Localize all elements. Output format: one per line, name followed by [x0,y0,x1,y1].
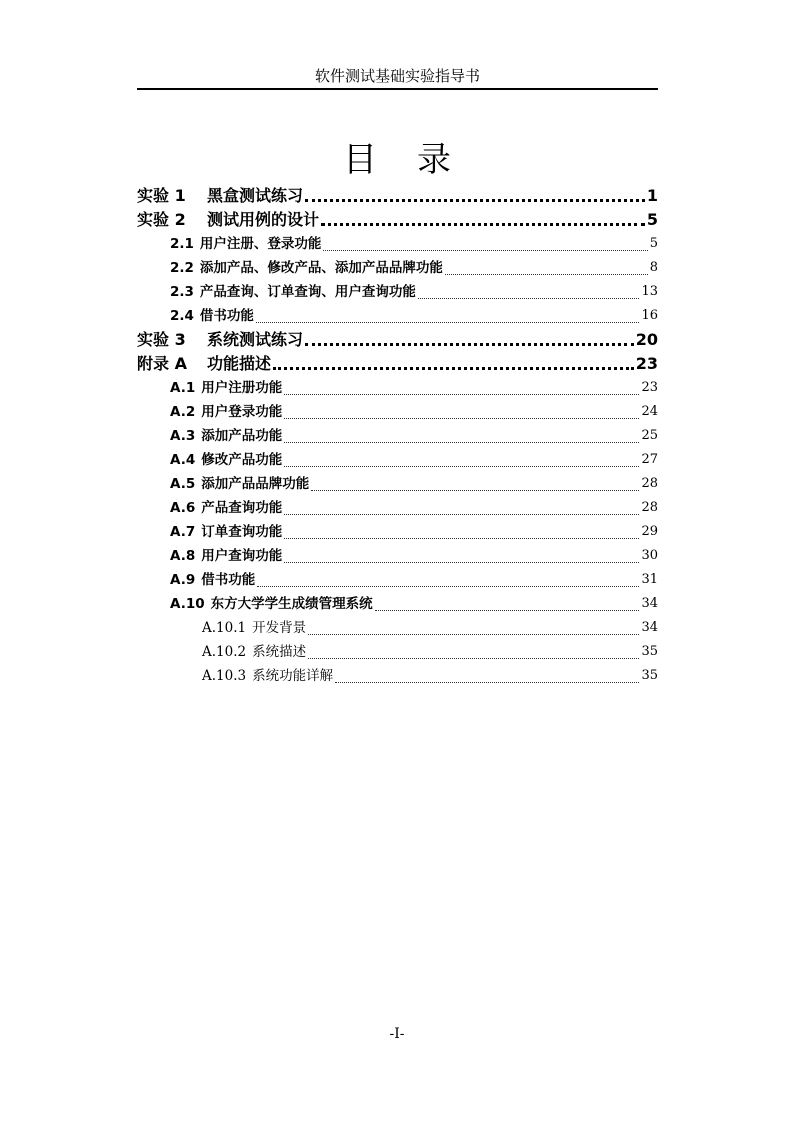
page-number [0,1026,794,1042]
toc-entry-number: 2.3 [170,284,194,300]
toc-entry-label [170,496,282,520]
toc-entry-label [170,400,282,424]
toc-dot-leader [284,465,639,467]
toc-entry-number: A.10.1 [202,620,247,636]
toc-entry-title: 借书功能 [201,572,256,588]
toc-entry[interactable] [137,184,658,208]
toc-entry[interactable] [137,280,658,304]
toc-entry-label [170,568,255,592]
toc-entry-number: A.3 [170,428,196,444]
toc-entry-number: A.10.2 [202,644,247,660]
toc-entry[interactable] [137,424,658,448]
toc-entry[interactable] [137,400,658,424]
toc-entry-title: 系统功能详解 [252,668,334,684]
toc-dot-leader [305,198,645,202]
toc-entry-title: 测试用例的设计 [207,210,320,229]
page-title [0,138,794,182]
toc-entry-label [170,424,282,448]
toc-entry[interactable] [137,448,658,472]
toc-entry-number: 实验 2 [137,210,186,229]
toc-entry[interactable] [137,616,658,640]
toc-entry[interactable] [137,568,658,592]
toc-entry-page: 34 [641,596,658,611]
toc-entry-title: 借书功能 [199,308,254,324]
toc-entry[interactable] [137,352,658,376]
toc-entry[interactable] [137,328,658,352]
toc-entry-page: 20 [635,330,658,349]
toc-entry-number: A.7 [170,524,196,540]
title-char-1: 目 [343,140,377,180]
toc-entry[interactable] [137,256,658,280]
footer-page-label: -I- [389,1026,405,1042]
toc-entry-label [137,208,319,232]
toc-entry-label [170,304,254,328]
toc-entry-page: 25 [641,428,658,443]
toc-entry-label [202,640,306,664]
toc-dot-leader [257,585,639,587]
toc-entry[interactable] [137,496,658,520]
toc-entry-title: 产品查询、订单查询、用户查询功能 [199,284,416,300]
toc-entry-number: A.8 [170,548,196,564]
toc-dot-leader [323,249,647,251]
toc-entry-page: 16 [641,308,658,323]
toc-entry-page: 35 [641,644,658,659]
toc-entry-title: 黑盒测试练习 [207,186,304,205]
toc-entry-page: 28 [641,476,658,491]
header-title: 软件测试基础实验指导书 [314,67,480,85]
toc-entry[interactable] [137,520,658,544]
toc-dot-leader [445,273,648,275]
toc-dot-leader [284,537,639,539]
toc-entry-title: 用户注册功能 [201,380,283,396]
toc-entry-page: 34 [641,620,658,635]
toc-dot-leader [311,489,639,491]
toc-entry-title: 开发背景 [252,620,307,636]
toc-entry[interactable] [137,640,658,664]
toc-dot-leader [284,393,639,395]
toc-dot-leader [284,417,639,419]
toc-dot-leader [284,441,639,443]
toc-entry-title: 产品查询功能 [201,500,283,516]
toc-entry-page: 23 [635,354,658,373]
toc-entry-page: 31 [641,572,658,587]
toc-entry-page: 30 [641,548,658,563]
toc-entry-label [170,472,309,496]
running-header [137,64,658,90]
toc-entry-title: 用户登录功能 [201,404,283,420]
toc-entry-number: 实验 1 [137,186,186,205]
toc-entry-label [170,232,321,256]
toc-entry-label [170,520,282,544]
toc-dot-leader [418,297,640,299]
toc-dot-leader [308,633,639,635]
toc-entry-page: 23 [641,380,658,395]
toc-entry-title: 添加产品功能 [201,428,283,444]
toc-entry-title: 用户查询功能 [201,548,283,564]
toc-entry-number: A.5 [170,476,196,492]
toc-entry-title: 功能描述 [207,354,272,373]
toc-entry[interactable] [137,544,658,568]
toc-entry-label [170,592,373,616]
toc-dot-leader [273,366,634,370]
toc-entry[interactable] [137,232,658,256]
toc-entry-page: 28 [641,500,658,515]
toc-entry-label [170,280,416,304]
toc-dot-leader [308,657,639,659]
toc-entry[interactable] [137,376,658,400]
toc-entry-label [137,352,271,376]
toc-entry-number: 2.4 [170,308,194,324]
toc-entry-label [202,664,333,688]
toc-entry-number: A.9 [170,572,196,588]
toc-entry[interactable] [137,592,658,616]
toc-entry-page: 5 [646,210,658,229]
toc-dot-leader [321,222,645,226]
title-char-2: 录 [417,140,451,180]
toc-entry-number: A.10 [170,596,205,612]
toc-entry-number: A.1 [170,380,196,396]
toc-dot-leader [375,609,640,611]
toc-entry-page: 5 [649,236,658,251]
toc-entry-label [137,184,303,208]
toc-entry-number: A.2 [170,404,196,420]
toc-entry-label [202,616,306,640]
toc-entry-number: 2.1 [170,236,194,252]
toc-dot-leader [335,681,639,683]
toc-entry-number: A.4 [170,452,196,468]
toc-entry-title: 修改产品功能 [201,452,283,468]
toc-entry-page: 29 [641,524,658,539]
toc-entry-page: 1 [646,186,658,205]
toc-entry-page: 27 [641,452,658,467]
toc-dot-leader [256,321,640,323]
toc-entry-label [170,256,443,280]
toc-entry-title: 添加产品品牌功能 [201,476,310,492]
toc-entry-number: A.6 [170,500,196,516]
toc-entry-title: 添加产品、修改产品、添加产品品牌功能 [199,260,443,276]
toc-entry-page: 35 [641,668,658,683]
toc-dot-leader [284,513,639,515]
toc-entry-number: 附录 A [137,354,187,373]
toc-entry-number: 实验 3 [137,330,186,349]
toc-entry[interactable] [137,664,658,688]
toc-entry-title: 系统描述 [252,644,307,660]
toc-entry-page: 13 [641,284,658,299]
toc-entry-number: A.10.3 [202,668,247,684]
toc-entry[interactable] [137,208,658,232]
toc-entry-label [137,328,303,352]
toc-dot-leader [284,561,639,563]
toc-entry-title: 系统测试练习 [207,330,304,349]
toc-entry-title: 订单查询功能 [201,524,283,540]
toc-entry-title: 用户注册、登录功能 [199,236,322,252]
table-of-contents [137,184,658,688]
toc-dot-leader [305,342,634,346]
toc-entry-label [170,544,282,568]
toc-entry[interactable] [137,472,658,496]
toc-entry-title: 东方大学学生成绩管理系统 [210,596,373,612]
toc-entry-number: 2.2 [170,260,194,276]
toc-entry-page: 8 [649,260,658,275]
toc-entry-label [170,376,282,400]
toc-entry-label [170,448,282,472]
toc-entry-page: 24 [641,404,658,419]
toc-entry[interactable] [137,304,658,328]
